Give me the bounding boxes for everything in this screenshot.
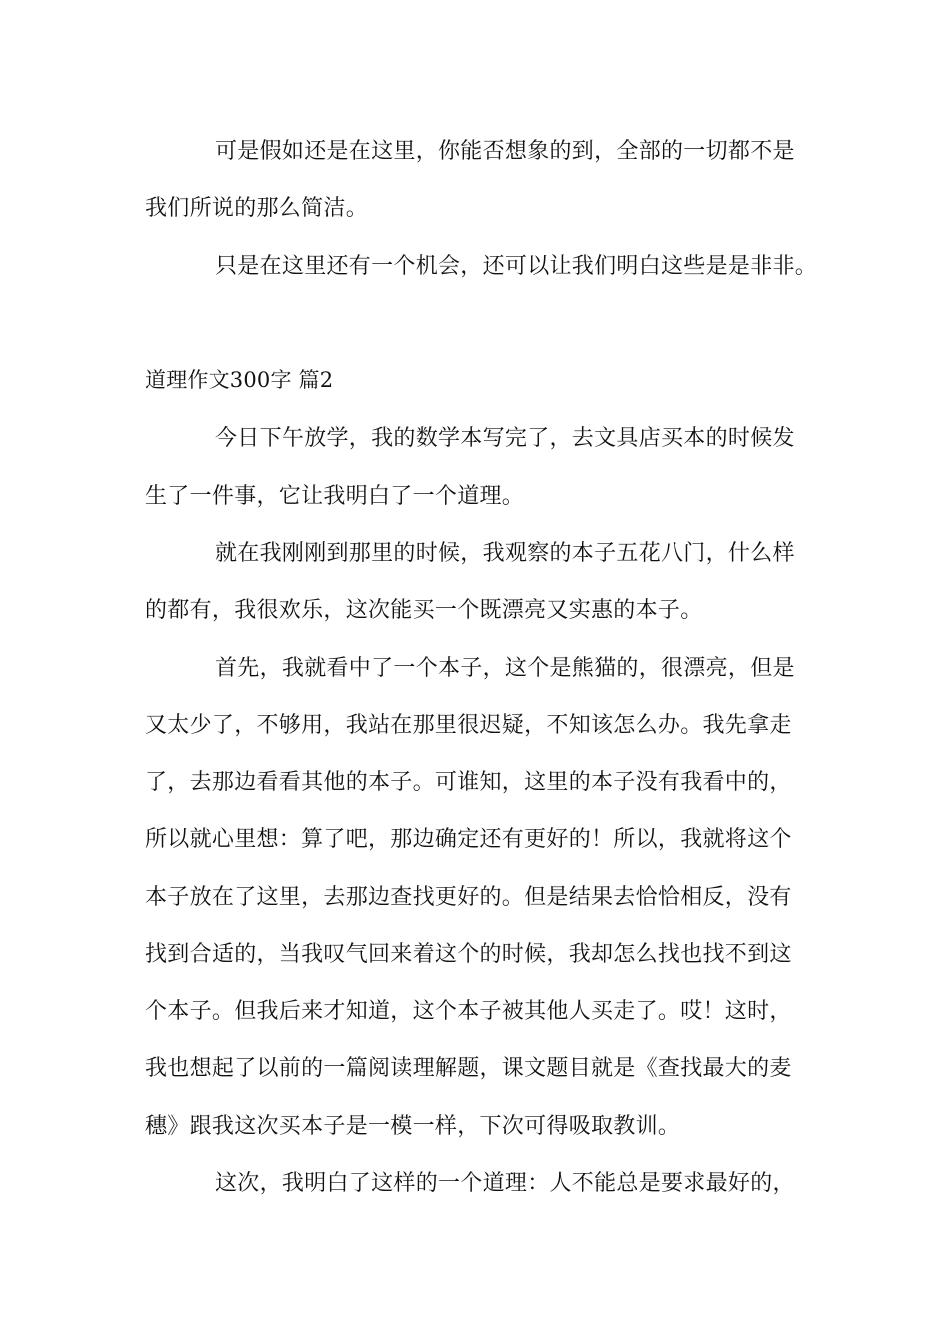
- paragraph-line: 我也想起了以前的一篇阅读理解题，课文题目就是《查找最大的麦: [145, 1056, 792, 1081]
- paragraph-line: 我们所说的那么简洁。: [145, 196, 369, 221]
- paragraph-line: 个本子。但我后来才知道，这个本子被其他人买走了。哎！这时，: [145, 999, 792, 1024]
- paragraph-line: 生了一件事，它让我明白了一个道理。: [145, 484, 525, 509]
- paragraph-line: 找到合适的，当我叹气回来着这个的时候，我却怎么找也找不到这: [145, 942, 792, 967]
- paragraph-line: 可是假如还是在这里，你能否想象的到，全部的一切都不是: [215, 139, 795, 164]
- paragraph-line: 只是在这里还有一个机会，还可以让我们明白这些是是非非。: [215, 254, 818, 279]
- paragraph-line: 了，去那边看看其他的本子。可谁知，这里的本子没有我看中的，: [145, 770, 792, 795]
- paragraph-line: 的都有，我很欢乐，这次能买一个既漂亮又实惠的本子。: [145, 598, 703, 623]
- paragraph-line: 所以就心里想：算了吧，那边确定还有更好的！所以，我就将这个: [145, 827, 792, 852]
- paragraph-line: 本子放在了这里，去那边查找更好的。但是结果去恰恰相反，没有: [145, 885, 792, 910]
- paragraph-line: 穗》跟我这次买本子是一模一样，下次可得吸取教训。: [145, 1114, 681, 1139]
- paragraph-line: 这次，我明白了这样的一个道理：人不能总是要求最好的，: [215, 1171, 795, 1196]
- paragraph-line: 首先，我就看中了一个本子，这个是熊猫的，很漂亮，但是: [215, 656, 795, 681]
- paragraph-line: 今日下午放学，我的数学本写完了，去文具店买本的时候发: [215, 426, 795, 451]
- paragraph-line: 就在我刚刚到那里的时候，我观察的本子五花八门，什么样: [215, 541, 795, 566]
- section-heading: 道理作文300字 篇2: [145, 368, 334, 392]
- paragraph-line: 又太少了，不够用，我站在那里很迟疑，不知该怎么办。我先拿走: [145, 713, 792, 738]
